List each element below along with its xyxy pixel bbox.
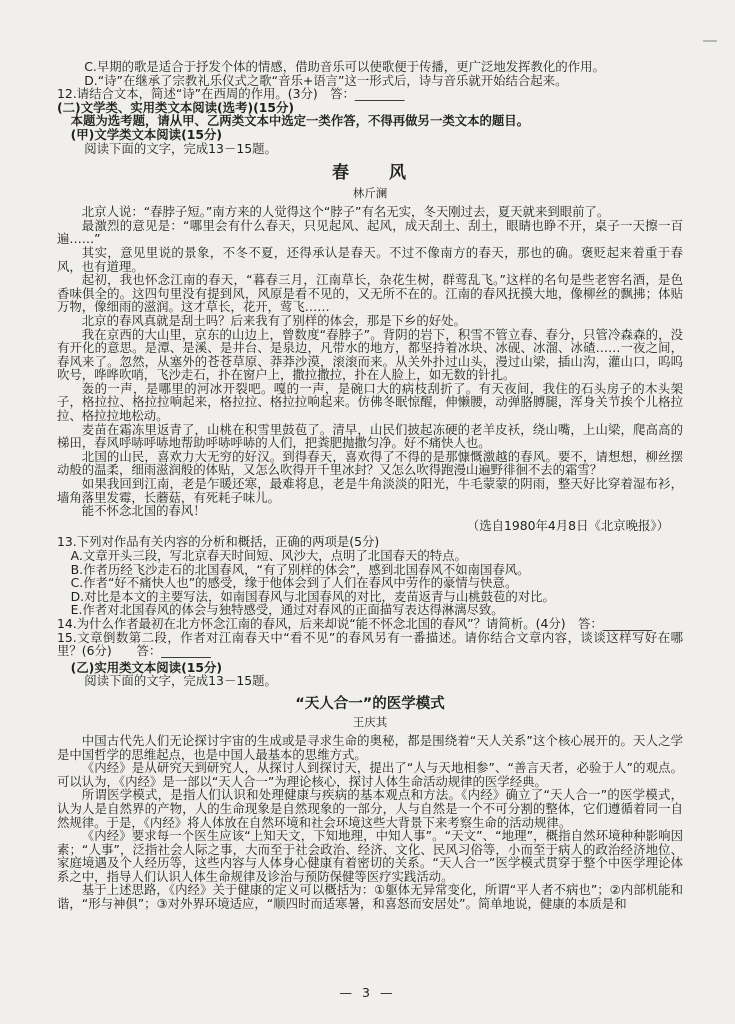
- essay-source: （选自1980年4月8日《北京晚报》）: [466, 517, 669, 533]
- yi-article-title: “天人合一”的医学模式: [295, 695, 445, 712]
- part-yi-instruction: 阅读下面的文字，完成13－15题。: [84, 673, 277, 689]
- part-yi-heading: (乙)实用类文本阅读(15分): [70, 659, 223, 675]
- scan-artifact: [703, 40, 717, 42]
- question-13-option-a: A.文章开头三段，写北京春天时间短、风沙大，点明了北国春天的特点。: [70, 548, 467, 563]
- essay-paragraph: 最激烈的意见是：“哪里会有什么春天，只见起风、起风，成天刮土、刮土，眼睛也睁不开，桌子一天擦一百遍……”: [57, 217, 683, 247]
- essay-paragraph: 能不怀念北国的春风！: [81, 503, 206, 519]
- question-13-stem: 13.下列对作品有关内容的分析和概括，正确的两项是(5分): [57, 534, 380, 550]
- question-14: 14.为什么作者最初在北方怀念江南的春风，后来却说“能不怀念北国的春风”？请简析。(4分) 答：________: [57, 615, 653, 631]
- part-yi: [57, 661, 683, 911]
- yi-article-author: 王庆其: [352, 714, 388, 729]
- question-13-option-d: D.对比是本文的主要写法，如南国春风与北国春风的对比，麦苗返青与山桃鼓苞的对比。: [70, 588, 555, 604]
- yi-paragraph: 《内经》是从研究天到研究人，从探讨人到探讨天，提出了“人与天地相参”、“善言天者，必验于人”的观点。可以认为，《内经》是一部以“天人合一”为理论核心，探讨人体生命活动规律的医学经典。: [57, 760, 683, 789]
- question-13-option-e: E.作者对北国春风的体会与独特感受，通过对春风的正面描写表达得淋漓尽致。: [70, 602, 504, 618]
- option-d: D.“诗”在继承了宗教礼乐仪式之歌“音乐+语言”这一形式后，诗与音乐就开始结合起来。: [84, 72, 568, 88]
- part-jia-heading: (甲)文学类文本阅读(15分): [70, 126, 223, 142]
- essay-paragraph: 我在京西的大山里，京东的山边上，曾数度“春脖子”。背阴的岩下，积雪不管立春、春分，只管冷森森的，没有开化的意思。是潭、是溪、是井台、是泉边，凡带水的地方，都坚持着冰块、冰砚、冰溜、冰碴……一夜之间，春风来了。忽然，从塞外的苍苍草原、莽莽沙漠，滚滚而来。从关外扑过山头，漫过山梁，插山沟，灌山口，呜呜吹号，哗哗吹哨，飞沙走石，扑在窗户上，撒拉撒拉，扑在人脸上，如无数的针扎。: [57, 326, 683, 383]
- question-13: [57, 535, 683, 617]
- essay-author: 林斤澜: [352, 186, 388, 201]
- essay-paragraph: 北国的山民，喜欢力大无穷的好汉。到得春天，喜欢得了不得的是那慷慨激越的春风。要不，请想想，柳丝摆动般的温柔，细雨滋润般的体贴，又怎么吹得开千里冰封？又怎么吹得跑漫山遍野徘徊不去的霜雪？: [57, 448, 683, 478]
- yi-paragraph: 中国古代先人们无论探讨宇宙的生成或是寻求生命的奥秘，都是围绕着“天人关系”这个核心展开的。天人之学是中国哲学的思维起点，也是中国人最基本的思维方式。: [57, 732, 683, 762]
- question-12: 12.请结合文本，简述“诗”在西周的作用。(3分) 答：________: [57, 86, 405, 102]
- essay-paragraph: 麦苗在霜冻里返青了，山桃在积雪里鼓苞了。清早，山民们披起冻硬的老羊皮袄，绕山嘴，上山梁，爬高高的梯田，春风呼哧呼哧地帮助呼哧呼哧的人们，把粪肥抛撒匀净。好不痛快人也。: [57, 421, 683, 451]
- essay-paragraph: 其实，意见里说的景象，不冬不夏，还得承认是春天。不过不像南方的春天，那也的确。褒贬起来着重于春风，也有道理。: [57, 244, 683, 274]
- question-13-option-c: C.作者“好不痛快人也”的感受，缘于他体会到了人们在春风中劳作的豪情与快意。: [70, 575, 518, 591]
- option-c: C.早期的歌是适合于抒发个体的情感，借助音乐可以使歌便于传播，更广泛地发挥教化的作用。: [84, 59, 605, 74]
- yi-paragraph: 《内经》要求每一个医生应该“上知天文，下知地理，中知人事”。“天文”、“地理”，概指自然环境种种影响因素；“人事”，泛指社会人际之事，大而至于社会政治、经济、文化、民风习俗等，小而至于病人的政治经济地位、家庭境遇及个人经历等，这些内容与人体身心健康有着密切的关系。“天人合一”医学模式贯穿于整个中医学理论体系之中，指导人们认识人体生命规律及诊治与预防保健等医疗实践活动。: [57, 828, 683, 884]
- essay-paragraph: 北京人说：“春脖子短。”南方来的人觉得这个“脖子”有名无实，冬天刚过去，夏天就来到眼前了。: [81, 204, 610, 220]
- section-two-heading: (二)文学类、实用类文本阅读(选考)(15分): [57, 99, 295, 115]
- yi-paragraph: 所谓医学模式，是指人们认识和处理健康与疾病的基本观点和方法。《内经》确立了“天人合一”的医学模式，认为人是自然界的产物，人的生命现象是自然现象的一部分，人与自然是一个不可分割的整体，它们遵循着同一自然规律。于是，《内经》将人体放在自然环境和社会环境这些大背景下来考察生命的活动规律。: [57, 787, 683, 830]
- question-15: 15.文章倒数第二段，作者对江南春天中“看不见”的春风另有一番描述。请你结合文章内容，谈谈这样写好在哪里？(6分) 答：________: [57, 629, 683, 659]
- essay-paragraph: 起初，我也怀念江南的春天，“暮春三月，江南草长，杂花生树，群莺乱飞。”这样的名句是些老窖名酒，是色香味俱全的。这四句里没有提到风，风原是看不见的，又无所不在的。江南的春风抚摸大地，像柳丝的飘拂；体贴万物，像细雨的滋润。这才草长，花开，莺飞……: [57, 272, 683, 315]
- yi-paragraph: 基于上述思路，《内经》关于健康的定义可以概括为：①躯体无异常变化，所谓“平人者不病也”；②内部机能和谐，“形与神俱”；③对外界环境适应，“顺四时而适寒暑，和喜怒而安居处”。简单地说，健康的本质是和: [57, 882, 683, 912]
- essay-paragraph: 轰的一声，是哪里的河冰开裂吧。嘎的一声，是碗口大的病枝刮折了。有天夜间，我住的石头房子的木头架子，格拉拉、格拉拉响起来，格拉拉、格拉拉响起来。仿佛冬眠惊醒，伸懒腰，动弹胳膊腿，浑身关节挨个儿格拉拉、格拉拉地松动。: [57, 380, 683, 424]
- question-13-option-b: B.作者历经飞沙走石的北国春风，“有了别样的体会”，感到北国春风不如南国春风。: [70, 561, 530, 577]
- essay-paragraph: 如果我回到江南，老是乍暖还寒，最难将息，老是牛角淡淡的阳光，牛毛蒙蒙的阴雨，整天好比穿着湿布衫，墙角落里发霉，长蘑菇，有死耗子味儿。: [57, 476, 683, 505]
- page-number: — 3 —: [339, 985, 396, 1000]
- essay-paragraph: 北京的春风真就是刮土吗？后来我有了别样的体会，那是下乡的好处。: [81, 312, 466, 328]
- essay-title: 春 风: [332, 163, 408, 184]
- part-jia-instruction: 阅读下面的文字，完成13－15题。: [84, 140, 277, 156]
- page-content: [57, 60, 683, 911]
- selection-note: 本题为选考题，请从甲、乙两类文本中选定一类作答，不得再做另一类文本的题目。: [70, 113, 530, 129]
